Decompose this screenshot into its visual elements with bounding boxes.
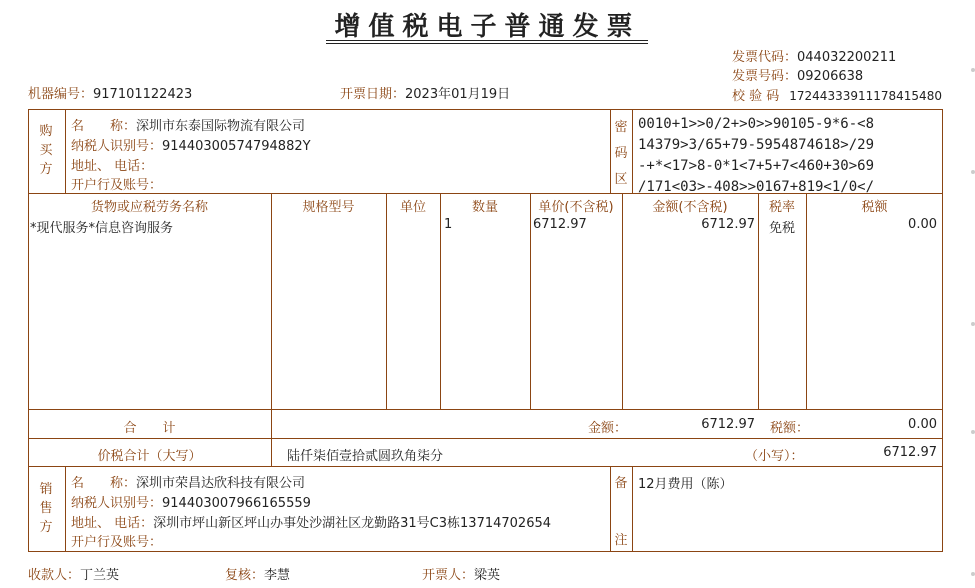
divider: [271, 193, 272, 409]
divider: [28, 466, 943, 467]
divider: [65, 109, 66, 193]
seller-addr-value: 深圳市坪山新区坪山办事处沙湖社区龙勤路31号C3栋13714702654: [153, 516, 552, 531]
buyer-bank: [71, 174, 162, 193]
seller-name: [71, 472, 305, 491]
edge-dot: [971, 68, 975, 72]
buyer-bank-label: 开户行及账号：: [71, 178, 163, 193]
title-underline: [326, 40, 648, 44]
machine-number: [28, 83, 192, 102]
divider: [632, 466, 633, 552]
seller-side-label: 销 售 方: [39, 482, 53, 535]
seller-address: [71, 512, 551, 531]
item-tax: 0.00: [908, 217, 937, 232]
issue-date-label: 开票日期：: [340, 87, 406, 102]
edge-dot: [971, 430, 975, 434]
divider: [271, 409, 272, 466]
cipher-area: [638, 114, 874, 198]
seller-tax-label: 纳税人识别号：: [71, 496, 163, 511]
seller-bank: [71, 531, 162, 550]
invoice-number: [732, 65, 863, 84]
invoice-code-label: 发票代码：: [732, 50, 798, 65]
col-amount: 金额(不含税): [652, 200, 728, 215]
invoice-number-value: 09206638: [797, 69, 864, 84]
seller-tax-value: 914403007966165559: [162, 496, 311, 511]
reviewer-value: 李慧: [264, 568, 291, 583]
cipher-line: -+*<17>8-0*1<7+5+7<460+30>69: [638, 158, 875, 174]
grand-total-small-label: （小写）：: [745, 449, 804, 464]
payee-label: 收款人：: [28, 568, 81, 583]
issuer-label: 开票人：: [422, 568, 475, 583]
buyer-address: [71, 155, 153, 174]
divider: [386, 193, 387, 409]
cipher-line: /171<03>-408>>0167+819<1/0</: [638, 179, 875, 195]
buyer-name: [71, 115, 305, 134]
divider: [28, 438, 943, 439]
seller-addr-label: 地址、 电话：: [71, 516, 154, 531]
seller-bank-label: 开户行及账号：: [71, 535, 163, 550]
invoice-number-label: 发票号码：: [732, 69, 798, 84]
edge-dot: [971, 572, 975, 576]
invoice-code: [732, 46, 896, 65]
edge-dot: [971, 170, 975, 174]
issue-date-value: 2023年01月19日: [405, 87, 511, 102]
item-amount: 6712.97: [701, 217, 755, 232]
item-qty: 1: [444, 217, 453, 232]
check-code-label: 校 验 码: [732, 89, 780, 104]
totals-label: 合 计: [123, 421, 176, 436]
buyer-tax-value: 91440300574794882Y: [162, 139, 311, 154]
machine-number-label: 机器编号：: [28, 87, 94, 102]
totals-tax-label: 税额：: [770, 421, 810, 436]
seller-name-label: 名 称：: [71, 476, 137, 491]
grand-total-label: 价税合计（大写）: [97, 449, 202, 464]
divider: [530, 193, 531, 409]
edge-dot: [971, 322, 975, 326]
grand-total-small: 6712.97: [883, 445, 937, 460]
col-price: 单价(不含税): [538, 200, 614, 215]
cipher-side-label: 密 码 区: [614, 120, 628, 187]
item-rate: 免税: [768, 221, 795, 236]
check-code-value: 17244333911178415480: [789, 89, 942, 103]
machine-number-value: 917101122423: [93, 87, 193, 102]
reviewer: [225, 564, 290, 583]
buyer-side-label: 购 买 方: [39, 124, 53, 177]
divider: [440, 193, 441, 409]
payee-value: 丁兰英: [80, 568, 120, 583]
seller-name-value: 深圳市荣昌达欣科技有限公司: [136, 476, 306, 491]
buyer-addr-label: 地址、 电话：: [71, 159, 154, 174]
issuer-value: 梁英: [474, 568, 501, 583]
grand-total-words: 陆仟柒佰壹拾贰圆玖角柒分: [287, 449, 444, 464]
payee: [28, 564, 119, 583]
issue-date: [340, 83, 510, 102]
col-tax: 税额: [861, 200, 888, 215]
divider: [28, 409, 943, 410]
col-rate: 税率: [768, 200, 795, 215]
item-price: 6712.97: [533, 217, 587, 232]
col-spec: 规格型号: [302, 200, 355, 215]
cipher-line: 0010+1>>0/2+>0>>90105-9*6-<8: [638, 116, 875, 132]
col-item: 货物或应税劳务名称: [90, 200, 208, 215]
divider: [65, 466, 66, 552]
buyer-name-label: 名 称：: [71, 119, 137, 134]
buyer-name-value: 深圳市东泰国际物流有限公司: [136, 119, 306, 134]
totals-tax: 0.00: [908, 417, 937, 432]
cipher-line: 14379>3/65+79-5954874618>/29: [638, 137, 875, 153]
invoice-title: 增值税电子普通发票: [334, 12, 641, 42]
seller-tax-id: [71, 492, 311, 511]
item-name: *现代服务*信息咨询服务: [30, 221, 174, 236]
buyer-tax-label: 纳税人识别号：: [71, 139, 163, 154]
totals-amount-label: 金额：: [588, 421, 628, 436]
divider: [632, 109, 633, 193]
totals-amount: 6712.97: [701, 417, 755, 432]
remark-label-top: 备: [614, 476, 628, 491]
issuer: [422, 564, 500, 583]
col-qty: 数量: [471, 200, 498, 215]
buyer-tax-id: [71, 135, 311, 154]
remark-label-bottom: 注: [614, 533, 628, 548]
check-code: [732, 85, 942, 104]
remark-text: 12月费用（陈）: [638, 477, 733, 492]
col-unit: 单位: [399, 200, 426, 215]
invoice-code-value: 044032200211: [797, 50, 897, 65]
reviewer-label: 复核：: [225, 568, 265, 583]
